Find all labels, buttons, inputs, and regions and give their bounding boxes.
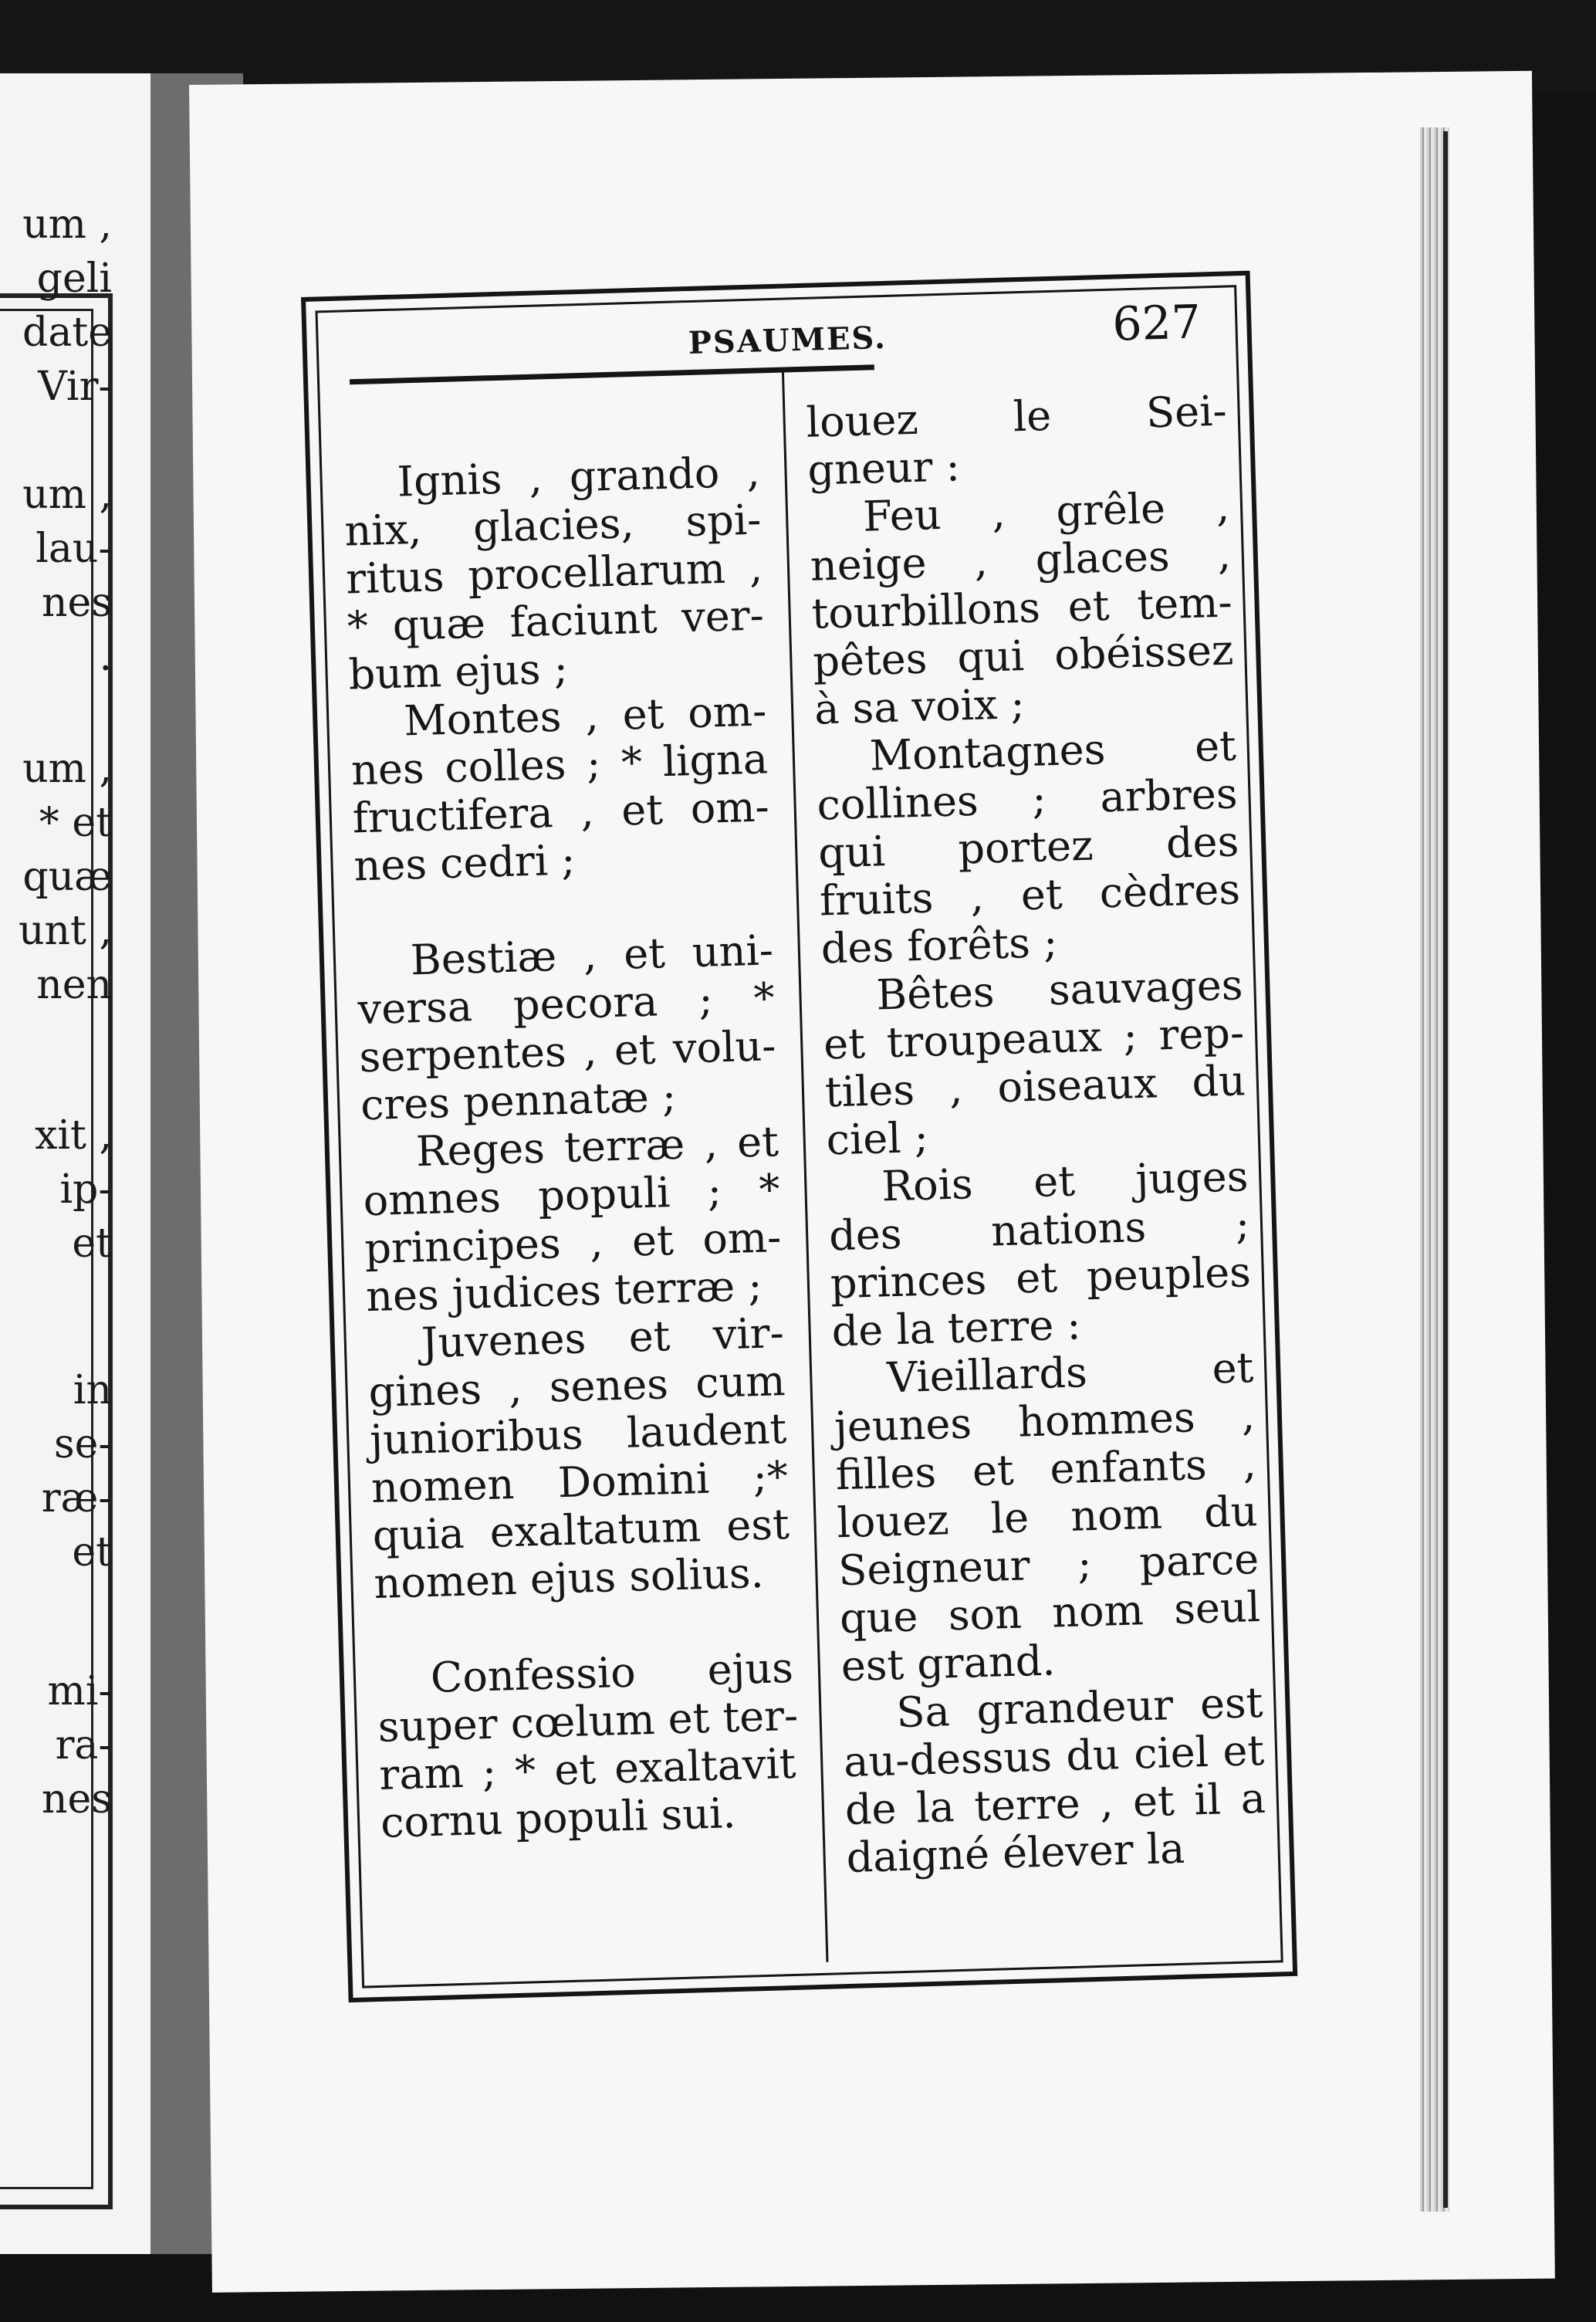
left-page-fragment: . [99, 634, 112, 680]
latin-line: Ignis , grando , [396, 447, 761, 506]
french-line: et troupeaux ; rep- [823, 1008, 1245, 1069]
latin-line: Confessio ejus [430, 1643, 794, 1702]
french-line: louez le Sei- [805, 386, 1228, 447]
latin-line: gines , senes cum [367, 1356, 786, 1417]
latin-line: versa pecora ; * [357, 973, 776, 1034]
latin-line: bum ejus ; [347, 644, 569, 699]
latin-line: junioribus laudent [369, 1404, 788, 1465]
french-line: Seigneur ; parce [837, 1534, 1260, 1596]
left-page-fragment: quæ [22, 854, 112, 900]
french-line: Rois et juges [881, 1152, 1249, 1211]
running-head: PSAUMES. [688, 319, 888, 362]
text-frame [301, 271, 1297, 2002]
left-page-fragment: et [72, 1220, 112, 1267]
latin-line: nomen Domini ;* [370, 1451, 789, 1513]
latin-line: omnes populi ; * [362, 1165, 781, 1226]
french-line: collines ; arbres [816, 769, 1239, 830]
left-page-fragment: Vir- [38, 364, 112, 410]
left-page-fragment: nes [42, 580, 112, 626]
left-page-fragment: * et [39, 800, 112, 846]
left-page-fragment: xit , [35, 1112, 112, 1159]
french-line: tiles , oiseaux du [824, 1056, 1246, 1117]
page-edge-line [1443, 131, 1448, 2208]
latin-line: nes cedri ; [353, 835, 577, 891]
french-line: Feu , grêle , [862, 482, 1230, 541]
french-line: neige , glaces , [810, 530, 1232, 591]
latin-line: fructifera , et om- [351, 782, 770, 843]
french-line: pêtes qui obéissez [812, 625, 1235, 686]
left-page-fragment: ra- [55, 1722, 112, 1769]
left-page-fragment: ip- [59, 1166, 112, 1213]
left-page-fragment: date [22, 310, 112, 356]
latin-line: ram ; * et exaltavit [378, 1738, 797, 1799]
latin-column [341, 401, 798, 1847]
french-line: des forêts ; [820, 917, 1059, 973]
french-line: est grand. [840, 1636, 1057, 1691]
latin-line: Reges terræ , et [415, 1117, 779, 1176]
french-line: Sa grandeur est [895, 1677, 1264, 1738]
left-page-fragment: ræ- [41, 1475, 112, 1521]
french-line: tourbillons et tem- [810, 577, 1233, 638]
french-line: au-dessus du ciel et [843, 1725, 1265, 1787]
left-page-fragment: um , [22, 746, 112, 792]
latin-line: nix, glacies, spi- [343, 495, 762, 556]
french-line: fruits , et cèdres [819, 865, 1241, 926]
french-line: des nations ; [828, 1200, 1250, 1261]
left-page-fragment: se- [53, 1421, 112, 1467]
french-line: de la terre , et il a [844, 1773, 1266, 1835]
latin-line: Bestiæ , et uni- [410, 926, 774, 985]
french-line: princes et peuples [830, 1247, 1252, 1308]
left-page-fragment: in [73, 1367, 112, 1413]
left-page-fragment: nen [36, 962, 112, 1008]
french-line: Vieillards et [886, 1343, 1255, 1403]
french-line: gneur : [806, 442, 961, 495]
french-line: que son nom seul [839, 1582, 1261, 1643]
latin-line: cornu populi sui. [380, 1789, 737, 1847]
latin-line: ritus procellarum , [345, 543, 763, 604]
french-line: Bêtes sauvages [875, 960, 1244, 1020]
latin-line: serpentes , et volu- [358, 1021, 777, 1082]
french-line: de la terre : [830, 1300, 1082, 1356]
french-line: ciel ; [825, 1112, 929, 1165]
left-page-fragment: geli [36, 256, 112, 302]
french-line: qui portez des [817, 817, 1240, 878]
left-page-fragment: um , [22, 201, 112, 248]
french-line: daigné élever la [845, 1823, 1186, 1883]
left-page-fragment: mi- [47, 1668, 112, 1714]
left-page-fragment: unt , [19, 908, 112, 954]
latin-line: * quæ faciunt ver- [347, 591, 765, 652]
latin-line: Montes , et om- [403, 686, 768, 746]
french-line: louez le nom du [836, 1487, 1259, 1548]
latin-line: cres pennatæ ; [360, 1071, 677, 1130]
french-column [806, 388, 1267, 1882]
latin-line: principes , et om- [363, 1213, 783, 1274]
latin-line: nes judices terræ ; [365, 1261, 763, 1322]
left-page-fragment: nes [42, 1776, 112, 1823]
page-number: 627 [1111, 295, 1202, 352]
latin-line: quia exaltatum est [371, 1499, 790, 1561]
latin-line: nomen ejus solius. [373, 1548, 765, 1608]
left-page-fragment: lau- [36, 526, 112, 572]
french-line: à sa voix ; [813, 679, 1026, 734]
left-page-fragment: um , [22, 472, 112, 518]
french-line: jeunes hommes , [834, 1391, 1256, 1452]
left-page-fragment: et [72, 1529, 112, 1576]
french-line: filles et enfants , [834, 1439, 1257, 1500]
latin-line: super cœlum et ter- [377, 1691, 800, 1752]
french-line: Montagnes et [868, 721, 1237, 780]
latin-line: Juvenes et vir- [421, 1308, 785, 1368]
latin-line: nes colles ; * ligna [350, 734, 769, 795]
